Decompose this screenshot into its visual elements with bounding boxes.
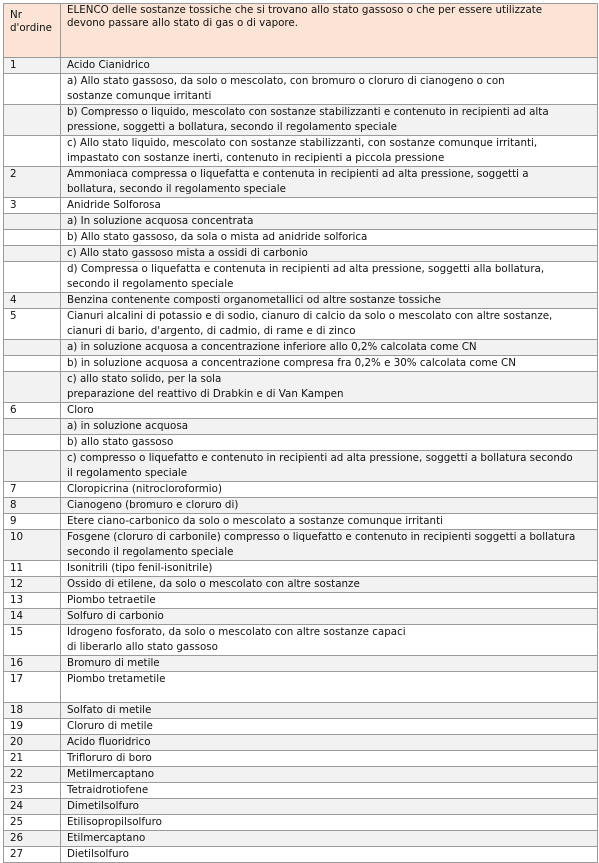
row-description-line: Acido fluoridrico xyxy=(67,736,151,748)
row-number-cell xyxy=(4,703,61,719)
table-row xyxy=(4,514,598,530)
row-description-line: Ammoniaca compressa o liquefatta e contenuta in recipienti ad alta pressione, soggetti a xyxy=(67,168,529,180)
row-description-line: Ossido di etilene, da solo o mescolato con altre sostanze xyxy=(67,578,360,590)
row-number-cell xyxy=(4,593,61,609)
row-number-cell xyxy=(4,577,61,593)
row-description-line: c) compresso o liquefatto e contenuto in recipienti ad alta pressione, soggetti a bollatura secondo xyxy=(67,452,573,464)
row-description-cell xyxy=(61,403,598,419)
row-number: 26 xyxy=(10,832,24,844)
table-row xyxy=(4,214,598,230)
row-number-cell xyxy=(4,656,61,672)
row-description-cell xyxy=(61,751,598,767)
row-number: 5 xyxy=(10,310,17,322)
row-description-line: Anidride Solforosa xyxy=(67,199,161,211)
row-number xyxy=(10,246,57,261)
row-description-cell xyxy=(61,735,598,751)
row-description-line: a) Allo stato gassoso, da solo o mescolato, con bromuro o cloruro di cianogeno o con xyxy=(67,75,505,87)
row-number: 12 xyxy=(10,578,24,590)
table-row xyxy=(4,356,598,372)
row-number-cell xyxy=(4,498,61,514)
row-description-line: Trifloruro di boro xyxy=(67,752,152,764)
row-description-cell xyxy=(61,514,598,530)
row-description-line: Isonitrili (tipo fenil-isonitrile) xyxy=(67,562,213,574)
row-number: 22 xyxy=(10,768,24,780)
row-description-line: Cianuri alcalini di potassio e di sodio, cianuro di calcio da solo o mescolato con altre sostanze, xyxy=(67,310,553,322)
row-number xyxy=(10,451,57,466)
row-description-line: bollatura, secondo il regolamento speciale xyxy=(67,183,286,195)
row-number: 21 xyxy=(10,752,24,764)
row-number: 4 xyxy=(10,294,17,306)
header-row xyxy=(4,4,598,58)
row-number-cell xyxy=(4,419,61,435)
row-description-cell xyxy=(61,451,598,482)
table-row xyxy=(4,403,598,419)
row-number: 17 xyxy=(10,673,24,685)
row-description-cell xyxy=(61,435,598,451)
row-description-line xyxy=(67,687,594,702)
table-row xyxy=(4,246,598,262)
row-number: 15 xyxy=(10,626,24,638)
row-number xyxy=(10,74,57,89)
table-row xyxy=(4,198,598,214)
row-number-cell xyxy=(4,719,61,735)
row-number: 14 xyxy=(10,610,24,622)
header-description-line-1: ELENCO delle sostanze tossiche che si trovano allo stato gassoso o che per essere utilizzate xyxy=(67,4,543,16)
row-number-cell xyxy=(4,625,61,656)
row-number-cell xyxy=(4,609,61,625)
table-row xyxy=(4,136,598,167)
row-description-line: preparazione del reattivo di Drabkin e di Van Kampen xyxy=(67,388,344,400)
row-description-cell xyxy=(61,167,598,198)
table-body xyxy=(4,4,598,863)
row-description-cell xyxy=(61,831,598,847)
row-number: 25 xyxy=(10,816,24,828)
table-row xyxy=(4,799,598,815)
row-number-cell xyxy=(4,672,61,703)
table-row xyxy=(4,577,598,593)
row-number xyxy=(10,372,57,387)
row-number-cell xyxy=(4,262,61,293)
header-number-line-2: d'ordine xyxy=(10,22,52,34)
row-number-cell xyxy=(4,246,61,262)
row-number-cell xyxy=(4,561,61,577)
row-number: 23 xyxy=(10,784,24,796)
header-number-cell xyxy=(4,4,61,58)
table-row xyxy=(4,625,598,656)
row-number-cell xyxy=(4,735,61,751)
table-row xyxy=(4,530,598,561)
row-description-cell xyxy=(61,419,598,435)
row-number: 24 xyxy=(10,800,24,812)
row-number-cell xyxy=(4,356,61,372)
row-description-cell xyxy=(61,356,598,372)
row-description-cell xyxy=(61,561,598,577)
row-number-cell xyxy=(4,847,61,863)
row-description-line: Bromuro di metile xyxy=(67,657,160,669)
row-description-line: Etere ciano-carbonico da solo o mescolato a sostanze comunque irritanti xyxy=(67,515,443,527)
row-number-cell xyxy=(4,136,61,167)
row-description-cell xyxy=(61,593,598,609)
row-description-cell xyxy=(61,340,598,356)
header-description-line-2: devono passare allo stato di gas o di vapore. xyxy=(67,17,299,29)
row-description-line: b) Compresso o liquido, mescolato con sostanze stabilizzanti e contenuto in recipienti ad alta xyxy=(67,106,549,118)
row-number-cell xyxy=(4,74,61,105)
row-number xyxy=(10,262,57,277)
row-number: 18 xyxy=(10,704,24,716)
row-number-cell xyxy=(4,372,61,403)
row-number-cell xyxy=(4,783,61,799)
row-description-cell xyxy=(61,293,598,309)
row-number xyxy=(10,356,57,371)
row-description-line: c) Allo stato liquido, mescolato con sostanze stabilizzanti, con sostanze comunque irritanti, xyxy=(67,137,538,149)
row-description-line: Dimetilsolfuro xyxy=(67,800,139,812)
row-number: 20 xyxy=(10,736,24,748)
table-row xyxy=(4,767,598,783)
table-row xyxy=(4,167,598,198)
row-description-cell xyxy=(61,230,598,246)
row-description-cell xyxy=(61,246,598,262)
row-description-cell xyxy=(61,847,598,863)
row-number-cell xyxy=(4,340,61,356)
row-number-cell xyxy=(4,435,61,451)
table-row xyxy=(4,482,598,498)
table-row xyxy=(4,815,598,831)
table-row xyxy=(4,230,598,246)
row-number xyxy=(10,214,57,229)
row-description-line: cianuri di bario, d'argento, di cadmio, di rame e di zinco xyxy=(67,325,356,337)
row-description-line: secondo il regolamento speciale xyxy=(67,546,234,558)
table-row xyxy=(4,831,598,847)
table-row xyxy=(4,340,598,356)
row-number: 6 xyxy=(10,404,17,416)
row-description-line: Etilisopropilsolfuro xyxy=(67,816,162,828)
table-row xyxy=(4,262,598,293)
row-description-cell xyxy=(61,577,598,593)
row-description-line: c) allo stato solido, per la sola xyxy=(67,373,222,385)
row-description-line: Metilmercaptano xyxy=(67,768,155,780)
row-description-line: secondo il regolamento speciale xyxy=(67,278,234,290)
table-row xyxy=(4,372,598,403)
row-number-cell xyxy=(4,514,61,530)
table-row xyxy=(4,735,598,751)
table-row xyxy=(4,419,598,435)
row-description-cell xyxy=(61,262,598,293)
row-number xyxy=(10,435,57,450)
table-row xyxy=(4,105,598,136)
row-description-cell xyxy=(61,767,598,783)
row-description-line: Acido Cianidrico xyxy=(67,59,150,71)
row-number-cell xyxy=(4,831,61,847)
row-description-cell xyxy=(61,372,598,403)
row-description-line: Idrogeno fosforato, da solo o mescolato con altre sostanze capaci xyxy=(67,626,406,638)
row-description-line: Dietilsolfuro xyxy=(67,848,129,860)
row-description-line: pressione, soggetti a bollatura, secondo il regolamento speciale xyxy=(67,121,397,133)
table-row xyxy=(4,672,598,703)
row-description-cell xyxy=(61,656,598,672)
row-description-line: a) In soluzione acquosa concentrata xyxy=(67,215,254,227)
table-row xyxy=(4,435,598,451)
row-number xyxy=(10,419,57,434)
row-description-cell xyxy=(61,625,598,656)
table-row xyxy=(4,703,598,719)
row-number: 8 xyxy=(10,499,17,511)
row-number-cell xyxy=(4,403,61,419)
table-row xyxy=(4,561,598,577)
row-description-cell xyxy=(61,58,598,74)
row-description-line: Etilmercaptano xyxy=(67,832,146,844)
row-description-cell xyxy=(61,482,598,498)
row-description-cell xyxy=(61,799,598,815)
row-description-cell xyxy=(61,136,598,167)
header-number-line-1: Nr xyxy=(10,9,22,21)
toxic-substances-table xyxy=(3,3,598,863)
row-description-cell xyxy=(61,530,598,561)
row-number-cell xyxy=(4,230,61,246)
row-description-line: sostanze comunque irritanti xyxy=(67,90,212,102)
row-description-cell xyxy=(61,498,598,514)
row-number-cell xyxy=(4,482,61,498)
document-page xyxy=(3,3,597,863)
row-number-cell xyxy=(4,214,61,230)
table-row xyxy=(4,451,598,482)
row-number-cell xyxy=(4,815,61,831)
table-row xyxy=(4,309,598,340)
row-description-cell xyxy=(61,672,598,703)
row-description-line: Solfato di metile xyxy=(67,704,152,716)
table-row xyxy=(4,593,598,609)
row-number: 19 xyxy=(10,720,24,732)
row-description-line: Fosgene (cloruro di carbonile) compresso o liquefatto e contenuto in recipienti soggetti a bollatura xyxy=(67,531,576,543)
row-number-cell xyxy=(4,751,61,767)
row-description-cell xyxy=(61,719,598,735)
row-description-line: Piombo tetraetile xyxy=(67,594,156,606)
row-number: 1 xyxy=(10,59,17,71)
row-number-cell xyxy=(4,198,61,214)
table-row xyxy=(4,498,598,514)
row-description-line: Cianogeno (bromuro e cloruro di) xyxy=(67,499,239,511)
row-description-line: di liberarlo allo stato gassoso xyxy=(67,641,218,653)
row-number: 10 xyxy=(10,531,24,543)
row-description-cell xyxy=(61,214,598,230)
row-number-cell xyxy=(4,451,61,482)
row-description-line: Solfuro di carbonio xyxy=(67,610,164,622)
row-number-cell xyxy=(4,767,61,783)
row-number-cell xyxy=(4,105,61,136)
row-number: 3 xyxy=(10,199,17,211)
row-number: 16 xyxy=(10,657,24,669)
table-row xyxy=(4,293,598,309)
table-row xyxy=(4,751,598,767)
table-row xyxy=(4,656,598,672)
header-description-cell xyxy=(61,4,598,58)
row-description-line: a) in soluzione acquosa xyxy=(67,420,189,432)
row-description-cell xyxy=(61,198,598,214)
row-number-cell xyxy=(4,58,61,74)
row-description-line: il regolamento speciale xyxy=(67,467,188,479)
row-description-cell xyxy=(61,105,598,136)
row-description-line: b) in soluzione acquosa a concentrazione compresa fra 0,2% e 30% calcolata come CN xyxy=(67,357,516,369)
row-description-cell xyxy=(61,309,598,340)
row-description-line: Cloropicrina (nitrocloroformio) xyxy=(67,483,222,495)
row-description-line: c) Allo stato gassoso mista a ossidi di carbonio xyxy=(67,247,308,259)
row-description-line: Tetraidrotiofene xyxy=(67,784,149,796)
row-number-cell xyxy=(4,167,61,198)
row-number-cell xyxy=(4,530,61,561)
row-number: 7 xyxy=(10,483,17,495)
row-description-line: b) Allo stato gassoso, da sola o mista ad anidride solforica xyxy=(67,231,368,243)
row-number-cell xyxy=(4,799,61,815)
table-row xyxy=(4,609,598,625)
table-row xyxy=(4,58,598,74)
row-number: 2 xyxy=(10,168,17,180)
row-number: 27 xyxy=(10,848,24,860)
row-description-line: impastato con sostanze inerti, contenuto in recipienti a piccola pressione xyxy=(67,152,445,164)
row-number: 11 xyxy=(10,562,24,574)
row-number: 13 xyxy=(10,594,24,606)
row-description-line: Benzina contenente composti organometallici od altre sostanze tossiche xyxy=(67,294,441,306)
row-description-cell xyxy=(61,815,598,831)
table-row xyxy=(4,847,598,863)
table-row xyxy=(4,783,598,799)
row-description-cell xyxy=(61,74,598,105)
row-number xyxy=(10,230,57,245)
row-number-cell xyxy=(4,309,61,340)
row-description-line: Cloruro di metile xyxy=(67,720,153,732)
row-number: 9 xyxy=(10,515,17,527)
row-description-line: d) Compressa o liquefatta e contenuta in recipienti ad alta pressione, soggetti alla bollatura, xyxy=(67,263,545,275)
row-number xyxy=(10,105,57,120)
row-description-line: b) allo stato gassoso xyxy=(67,436,174,448)
row-number-cell xyxy=(4,293,61,309)
row-description-line: Piombo tretametile xyxy=(67,673,166,685)
row-description-cell xyxy=(61,609,598,625)
row-description-cell xyxy=(61,783,598,799)
row-description-cell xyxy=(61,703,598,719)
row-number xyxy=(10,340,57,355)
row-description-line: Cloro xyxy=(67,404,94,416)
table-row xyxy=(4,719,598,735)
row-number xyxy=(10,136,57,151)
table-row xyxy=(4,74,598,105)
row-description-line: a) in soluzione acquosa a concentrazione inferiore allo 0,2% calcolata come CN xyxy=(67,341,477,353)
